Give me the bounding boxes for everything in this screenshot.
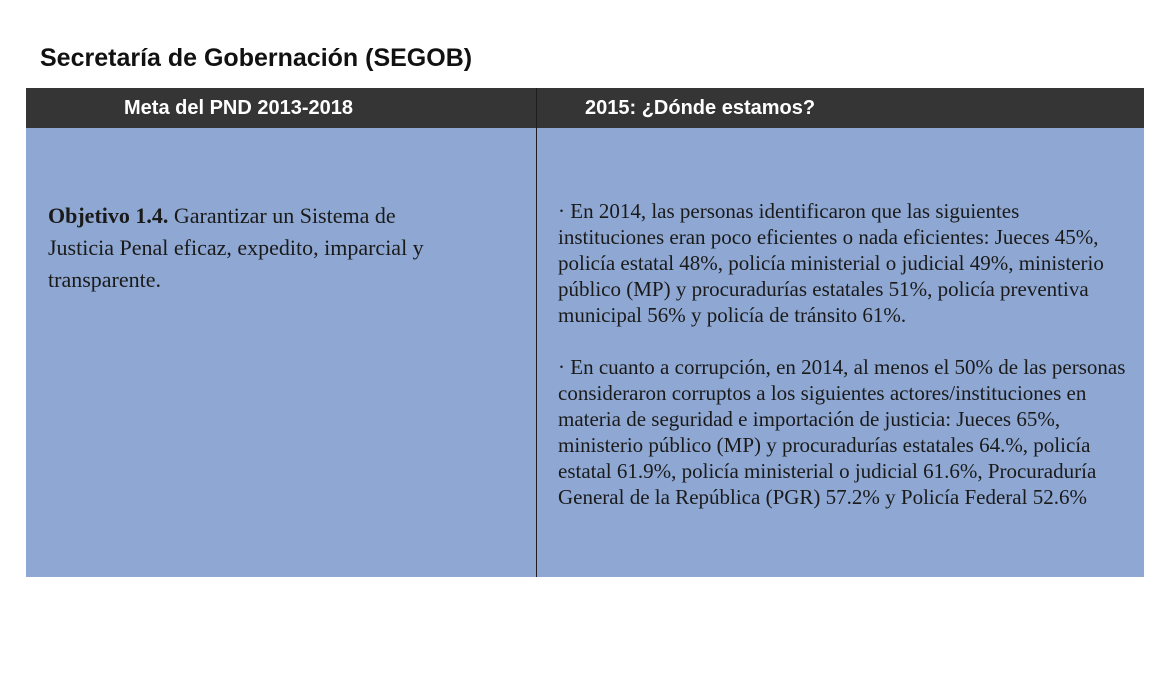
column-header-status-2015: 2015: ¿Dónde estamos?	[585, 97, 816, 119]
status-paragraph-efficiency: · En 2014, las personas identificaron que las siguientes instituciones eran poco eficientes o nada eficientes: Jueces 45%, policía estatal 48%, policía ministerial o judicial 49%, ministerio público (MP) y procuradurías estatales 51%, policía preventiva municipal 56% y policía de tránsito 61%.	[558, 199, 1104, 327]
table-header-row	[26, 88, 1144, 128]
status-paragraph-corruption: · En cuanto a corrupción, en 2014, al menos el 50% de las personas consideraron corruptos a los siguientes actores/instituciones en materia de seguridad e importación de justicia: Jueces 65%, ministerio público (MP) y procuradurías estatales 64.%, policía estatal 61.9%, policía ministerial o judicial 61.6%, Procuraduría General de la República (PGR) 57.2% y Policía Federal 52.6%	[558, 355, 1126, 509]
column-divider	[536, 88, 537, 577]
objective-label: Objetivo 1.4.	[48, 203, 169, 228]
page-title: Secretaría de Gobernación (SEGOB)	[40, 44, 473, 72]
column-header-pnd-goal: Meta del PND 2013-2018	[124, 97, 354, 119]
objective-cell	[48, 200, 458, 296]
goals-table	[26, 88, 1144, 577]
objective-text: Garantizar un Sistema de Justicia Penal eficaz, expedito, imparcial y transparente.	[48, 203, 424, 292]
table-body-row	[26, 128, 1144, 577]
status-cell	[558, 198, 1130, 510]
